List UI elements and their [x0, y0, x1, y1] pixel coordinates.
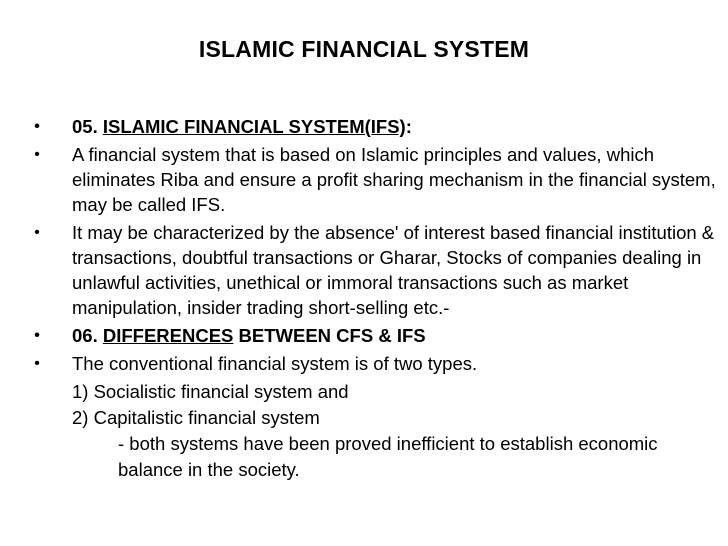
section-number: 05.: [72, 116, 103, 137]
bullet-text: The conventional financial system is of two types.: [72, 353, 478, 374]
bullet-item-conventional-types: [30, 351, 720, 376]
bullet-item-section-05: [30, 114, 720, 139]
bullet-icon: •: [34, 224, 40, 241]
bullet-item-ifs-definition: [30, 142, 720, 217]
bullet-icon: •: [34, 327, 40, 344]
section-number: 06.: [72, 325, 103, 346]
sub-line-capitalistic: 2) Capitalistic financial system: [72, 407, 320, 428]
bullet-icon: •: [34, 146, 40, 163]
section-heading-suffix: BETWEEN CFS & IFS: [233, 325, 426, 346]
slide-title: ISLAMIC FINANCIAL SYSTEM: [198, 36, 530, 62]
bullet-text: It may be characterized by the absence' of interest based financial institution & transactions, doubtful transactions or Gharar, Stocks of companies dealing in unlawful activities, unethical or immoral transactions such as market manipulation, insider trading short-selling etc.-: [72, 222, 715, 318]
bullet-item-section-06: [30, 323, 720, 348]
bullet-icon: •: [34, 355, 40, 372]
section-heading-underlined: ISLAMIC FINANCIAL SYSTEM(IFS): [102, 116, 406, 137]
bullet-list: [30, 114, 720, 483]
indented-note: - both systems have been proved inefficient to establish economic balance in the society.: [118, 433, 658, 480]
bullet-icon: •: [34, 118, 40, 135]
section-heading-suffix: :: [405, 116, 412, 137]
sub-line-socialistic: 1) Socialistic financial system and: [72, 381, 349, 402]
bullet-text: A financial system that is based on Islamic principles and values, which eliminates Riba and ensure a profit sharing mechanism in the financial system, may be called IFS.: [72, 144, 716, 215]
bullet-item-ifs-characteristics: [30, 220, 720, 320]
section-heading-underlined: DIFFERENCES: [102, 325, 234, 346]
